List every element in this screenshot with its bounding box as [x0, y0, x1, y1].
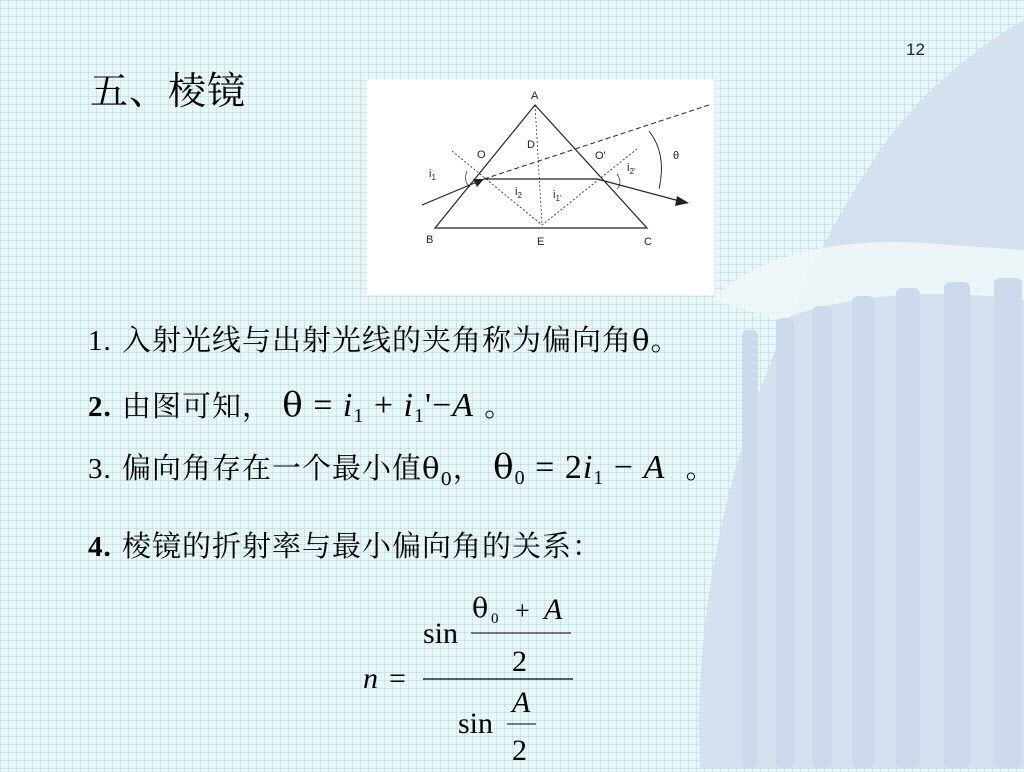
- formula-n: n: [363, 662, 378, 695]
- item-4: [88, 524, 602, 565]
- incident-ray: [422, 179, 484, 205]
- slide-title: 五、棱镜: [90, 69, 247, 113]
- formula-plus: +: [515, 596, 530, 625]
- item-4-text: 棱镜的折射率与最小偏向角的关系：: [121, 529, 602, 563]
- formula-two-bottom: 2: [512, 734, 527, 767]
- item-1-end: 。: [650, 323, 681, 357]
- item-3-text: 偏向角存在一个最小值: [121, 451, 422, 485]
- label-D: D: [527, 139, 535, 151]
- item-2: [88, 384, 514, 428]
- formula-equals: =: [389, 662, 406, 695]
- formula-A-bottom: A: [512, 686, 531, 719]
- label-i2: $i_2$: [515, 186, 522, 200]
- item-3-equation: $\theta_0 = 2i_1 - A$: [493, 447, 666, 489]
- formula-sin-top: sin: [423, 617, 459, 650]
- item-2-end: 。: [474, 389, 515, 423]
- emergent-ray: [597, 179, 687, 203]
- label-theta: θ: [673, 150, 680, 162]
- prism-figure: [367, 79, 714, 295]
- item-1: [88, 318, 680, 359]
- label-E: E: [537, 236, 545, 248]
- theta-arc: [649, 131, 661, 189]
- normal-left: [452, 151, 542, 225]
- label-i2-prime: $i_{2’}$: [627, 162, 636, 176]
- label-B: B: [426, 234, 434, 246]
- item-1-text: 入射光线与出射光线的夹角称为偏向角: [121, 323, 632, 357]
- label-A: A: [531, 90, 539, 102]
- refractive-index-formula: [355, 588, 595, 768]
- item-3: 3. 偏向角存在一个最小值$\theta_0$， $\theta_0 = 2i_1 - A$ 。: [88, 447, 716, 490]
- page-number: 12: [906, 40, 925, 59]
- formula-theta-sub: 0: [491, 611, 499, 627]
- item-3-symbol: θ: [421, 451, 441, 485]
- item-2-equation: $\theta = i_1 + i_1'-A$: [282, 385, 475, 427]
- item-2-text: 由图可知，: [121, 389, 272, 423]
- item-3-end: 。: [685, 451, 716, 485]
- formula-A-top: A: [544, 593, 563, 626]
- item-2-number: 2.: [88, 391, 112, 423]
- formula-two-top: 2: [512, 645, 527, 678]
- incident-extension: [484, 104, 712, 179]
- formula-theta: θ: [472, 593, 489, 624]
- item-3-number: 3.: [88, 453, 112, 485]
- normal-vertical: [535, 105, 542, 225]
- label-C: C: [644, 236, 652, 248]
- label-O-prime: O': [595, 150, 606, 162]
- label-i1-prime: $i_{1’}$: [553, 189, 562, 203]
- item-1-number: 1.: [88, 325, 112, 357]
- item-4-number: 4.: [88, 531, 112, 563]
- formula-sin-bottom: sin: [458, 707, 494, 740]
- item-1-symbol: θ: [631, 323, 651, 357]
- label-i1: $i_1$: [429, 168, 436, 182]
- normal-right: [542, 149, 637, 225]
- label-O: O: [477, 149, 486, 161]
